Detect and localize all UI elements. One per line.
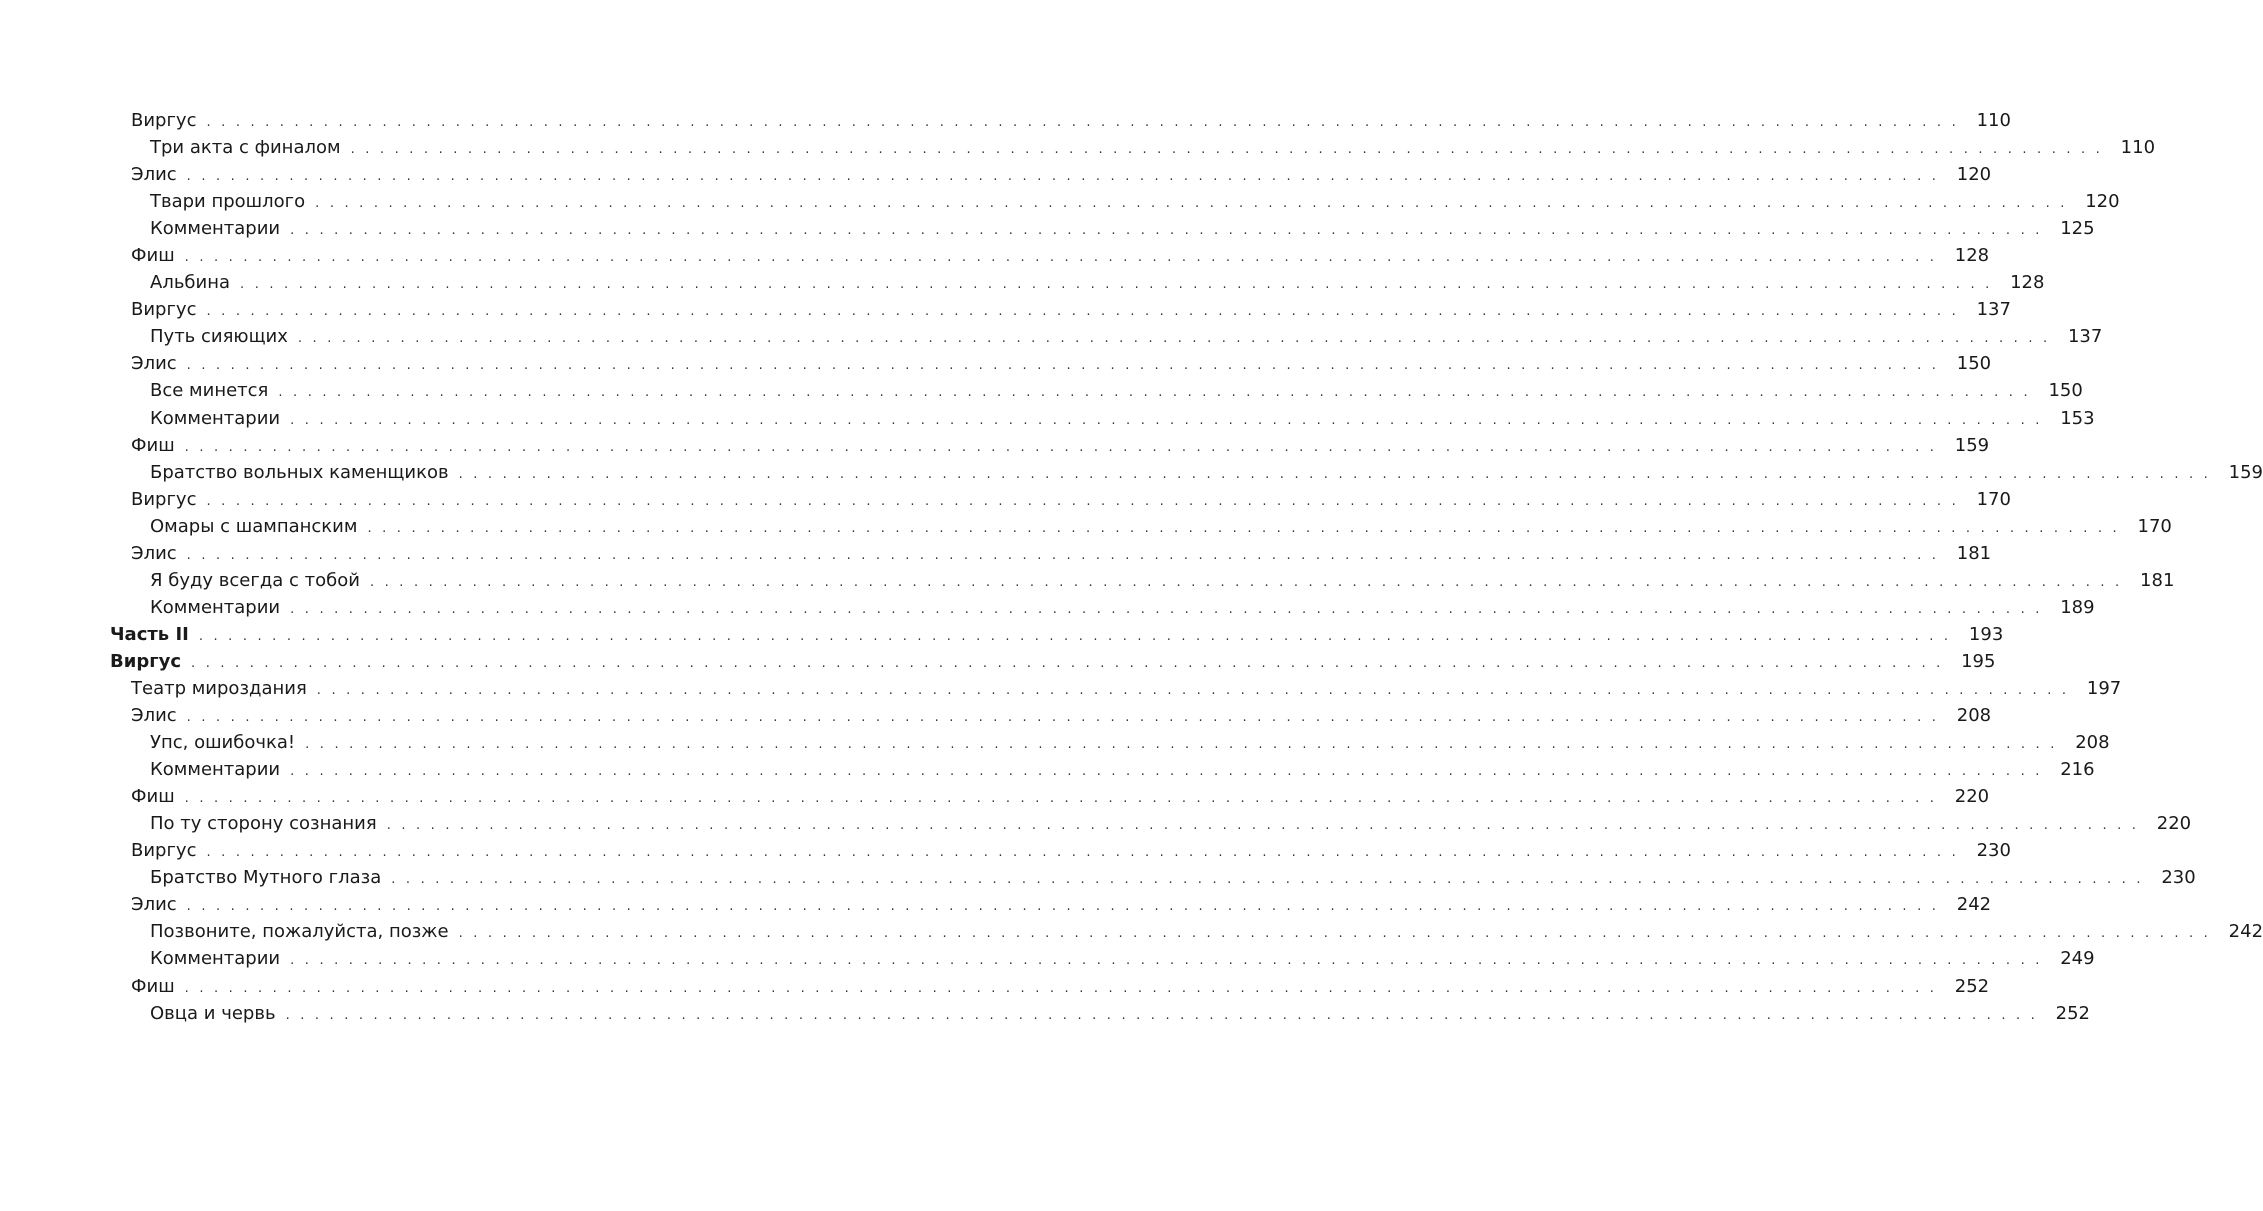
dot-leader: . . . . . . . . . . . . . . . . . . . . . . . . . . . . . . . . . . . . . . . . . . . . . . . . . . . . . . . . . . . . . . . . . . . . . . . . . . . . . . . . . . . . . . . . . . . . . . . . . . . . . . . . . . . . . . . . . . . . . . . . <box>367 520 2120 536</box>
toc-entry-title: Комментарии <box>150 218 281 240</box>
toc-entry-page: 170 <box>1976 488 2011 510</box>
dot-leader: . . . . . . . . . . . . . . . . . . . . . . . . . . . . . . . . . . . . . . . . . . . . . . . . . . . . . . . . . . . . . . . . . . . . . . . . . . . . . . . . . . . . . . . . . . . . . . . . . . . . . . . . . . . . . . . . . . . . . . . . <box>206 493 1959 509</box>
toc-entry-page: 181 <box>2140 569 2175 591</box>
dot-leader: . . . . . . . . . . . . . . . . . . . . . . . . . . . . . . . . . . . . . . . . . . . . . . . . . . . . . . . . . . . . . . . . . . . . . . . . . . . . . . . . . . . . . . . . . . . . . . . . . . . . . . . . . . . . . . . . . . . . . . . . <box>458 466 2212 482</box>
dot-leader: . . . . . . . . . . . . . . . . . . . . . . . . . . . . . . . . . . . . . . . . . . . . . . . . . . . . . . . . . . . . . . . . . . . . . . . . . . . . . . . . . . . . . . . . . . . . . . . . . . . . . . . . . . . . . . . . . . . . . . . . <box>290 223 2043 239</box>
dot-leader: . . . . . . . . . . . . . . . . . . . . . . . . . . . . . . . . . . . . . . . . . . . . . . . . . . . . . . . . . . . . . . . . . . . . . . . . . . . . . . . . . . . . . . . . . . . . . . . . . . . . . . . . . . . . . . . . . . . . . . . . <box>186 547 1940 563</box>
toc-entry <box>110 756 2095 783</box>
toc-entry <box>110 729 2110 756</box>
toc-entry <box>110 377 2083 404</box>
toc-entry <box>110 648 1996 675</box>
toc-entry-page: 181 <box>1956 542 1992 564</box>
dot-leader: . . . . . . . . . . . . . . . . . . . . . . . . . . . . . . . . . . . . . . . . . . . . . . . . . . . . . . . . . . . . . . . . . . . . . . . . . . . . . . . . . . . . . . . . . . . . . . . . . . . . . . . . . . . . . . . . . . . . . . . . <box>391 872 2144 888</box>
toc-entry-title: Твари прошлого <box>150 191 306 213</box>
toc-entry-title: Все минется <box>150 380 269 402</box>
toc-entry-title: Часть II <box>110 623 189 645</box>
toc-entry-title: Упс, ошибочка! <box>150 732 296 754</box>
toc-entry-title: Три акта с финалом <box>150 137 341 159</box>
dot-leader: . . . . . . . . . . . . . . . . . . . . . . . . . . . . . . . . . . . . . . . . . . . . . . . . . . . . . . . . . . . . . . . . . . . . . . . . . . . . . . . . . . . . . . . . . . . . . . . . . . . . . . . . . . . . . . . . . . . . . . . . <box>184 439 1938 455</box>
dot-leader: . . . . . . . . . . . . . . . . . . . . . . . . . . . . . . . . . . . . . . . . . . . . . . . . . . . . . . . . . . . . . . . . . . . . . . . . . . . . . . . . . . . . . . . . . . . . . . . . . . . . . . . . . . . . . . . . . . . . . . . . <box>198 628 1952 644</box>
toc-entry <box>110 405 2095 432</box>
toc-entry <box>110 864 2196 891</box>
toc-entry-title: Театр мироздания <box>131 677 307 699</box>
toc-entry-title: Виргус <box>131 299 197 321</box>
dot-leader: . . . . . . . . . . . . . . . . . . . . . . . . . . . . . . . . . . . . . . . . . . . . . . . . . . . . . . . . . . . . . . . . . . . . . . . . . . . . . . . . . . . . . . . . . . . . . . . . . . . . . . . . . . . . . . . . . . . . . . . . <box>297 331 2051 347</box>
dot-leader: . . . . . . . . . . . . . . . . . . . . . . . . . . . . . . . . . . . . . . . . . . . . . . . . . . . . . . . . . . . . . . . . . . . . . . . . . . . . . . . . . . . . . . . . . . . . . . . . . . . . . . . . . . . . . . . . . . . . . . . . <box>186 169 1940 185</box>
dot-leader: . . . . . . . . . . . . . . . . . . . . . . . . . . . . . . . . . . . . . . . . . . . . . . . . . . . . . . . . . . . . . . . . . . . . . . . . . . . . . . . . . . . . . . . . . . . . . . . . . . . . . . . . . . . . . . . . . . . . . . . . <box>186 899 1940 915</box>
dot-leader: . . . . . . . . . . . . . . . . . . . . . . . . . . . . . . . . . . . . . . . . . . . . . . . . . . . . . . . . . . . . . . . . . . . . . . . . . . . . . . . . . . . . . . . . . . . . . . . . . . . . . . . . . . . . . . . . . . . . . . . . <box>305 737 2058 753</box>
toc-entry-title: Виргус <box>131 488 197 510</box>
toc-entry-page: 153 <box>2060 407 2095 429</box>
toc-entry-page: 159 <box>2228 461 2263 483</box>
toc-entry-title: Комментарии <box>150 759 281 781</box>
dot-leader: . . . . . . . . . . . . . . . . . . . . . . . . . . . . . . . . . . . . . . . . . . . . . . . . . . . . . . . . . . . . . . . . . . . . . . . . . . . . . . . . . . . . . . . . . . . . . . . . . . . . . . . . . . . . . . . . . . . . . . . . <box>184 791 1938 807</box>
toc-entry-page: 208 <box>1956 705 1992 727</box>
toc-entry-page: 208 <box>2075 732 2110 754</box>
toc-entry-title: Альбина <box>150 272 231 294</box>
toc-entry <box>110 459 2263 486</box>
toc-entry-title: Путь сияющих <box>150 326 288 348</box>
dot-leader: . . . . . . . . . . . . . . . . . . . . . . . . . . . . . . . . . . . . . . . . . . . . . . . . . . . . . . . . . . . . . . . . . . . . . . . . . . . . . . . . . . . . . . . . . . . . . . . . . . . . . . . . . . . . . . . . . . . . . . . . <box>278 385 2031 401</box>
toc-entry-page: 170 <box>2137 515 2172 537</box>
toc-entry-page: 252 <box>2055 1002 2090 1024</box>
toc-entry <box>110 837 2011 864</box>
toc-entry <box>110 891 1992 918</box>
dot-leader: . . . . . . . . . . . . . . . . . . . . . . . . . . . . . . . . . . . . . . . . . . . . . . . . . . . . . . . . . . . . . . . . . . . . . . . . . . . . . . . . . . . . . . . . . . . . . . . . . . . . . . . . . . . . . . . . . . . . . . . . <box>191 655 1944 671</box>
toc-entry-title: Элис <box>131 542 177 564</box>
dot-leader: . . . . . . . . . . . . . . . . . . . . . . . . . . . . . . . . . . . . . . . . . . . . . . . . . . . . . . . . . . . . . . . . . . . . . . . . . . . . . . . . . . . . . . . . . . . . . . . . . . . . . . . . . . . . . . . . . . . . . . . . <box>206 304 1959 320</box>
toc-entry-title: Виргус <box>131 110 197 131</box>
toc-entry-page: 137 <box>1976 299 2011 321</box>
dot-leader: . . . . . . . . . . . . . . . . . . . . . . . . . . . . . . . . . . . . . . . . . . . . . . . . . . . . . . . . . . . . . . . . . . . . . . . . . . . . . . . . . . . . . . . . . . . . . . . . . . . . . . . . . . . . . . . . . . . . . . . . <box>285 1007 2038 1023</box>
toc-entry <box>110 350 1992 377</box>
toc-entry-title: Омары с шампанским <box>150 515 358 537</box>
toc-entry-page: 128 <box>2010 272 2045 294</box>
dot-leader: . . . . . . . . . . . . . . . . . . . . . . . . . . . . . . . . . . . . . . . . . . . . . . . . . . . . . . . . . . . . . . . . . . . . . . . . . . . . . . . . . . . . . . . . . . . . . . . . . . . . . . . . . . . . . . . . . . . . . . . . <box>290 764 2043 780</box>
toc-entry <box>110 918 2263 945</box>
toc-entry <box>110 810 2192 837</box>
toc-entry-title: Элис <box>131 894 177 916</box>
toc-entry-page: 128 <box>1954 245 1990 267</box>
dot-leader: . . . . . . . . . . . . . . . . . . . . . . . . . . . . . . . . . . . . . . . . . . . . . . . . . . . . . . . . . . . . . . . . . . . . . . . . . . . . . . . . . . . . . . . . . . . . . . . . . . . . . . . . . . . . . . . . . . . . . . . . <box>206 845 1959 861</box>
toc-entry-title: Фиш <box>131 434 175 456</box>
toc-entry <box>110 973 1990 1000</box>
toc-entry <box>110 107 2011 134</box>
toc-entry <box>110 1000 2090 1027</box>
toc-entry <box>110 242 1990 269</box>
toc-entry-page: 230 <box>2161 867 2196 889</box>
toc-entry-title: Элис <box>131 705 177 727</box>
toc-entry-page: 189 <box>2060 596 2095 618</box>
toc-entry-title: Овца и червь <box>150 1002 276 1024</box>
dot-leader: . . . . . . . . . . . . . . . . . . . . . . . . . . . . . . . . . . . . . . . . . . . . . . . . . . . . . . . . . . . . . . . . . . . . . . . . . . . . . . . . . . . . . . . . . . . . . . . . . . . . . . . . . . . . . . . . . . . . . . . . <box>386 818 2140 834</box>
toc-entry-title: Виргус <box>110 650 182 672</box>
dot-leader: . . . . . . . . . . . . . . . . . . . . . . . . . . . . . . . . . . . . . . . . . . . . . . . . . . . . . . . . . . . . . . . . . . . . . . . . . . . . . . . . . . . . . . . . . . . . . . . . . . . . . . . . . . . . . . . . . . . . . . . . <box>186 710 1940 726</box>
toc-entry-title: Элис <box>131 164 177 186</box>
toc-entry-page: 150 <box>1956 353 1992 375</box>
toc-entry-page: 252 <box>1954 975 1990 997</box>
dot-leader: . . . . . . . . . . . . . . . . . . . . . . . . . . . . . . . . . . . . . . . . . . . . . . . . . . . . . . . . . . . . . . . . . . . . . . . . . . . . . . . . . . . . . . . . . . . . . . . . . . . . . . . . . . . . . . . . . . . . . . . . <box>315 196 2068 212</box>
toc-entry-title: Комментарии <box>150 596 281 618</box>
toc-entry <box>110 134 2156 161</box>
dot-leader: . . . . . . . . . . . . . . . . . . . . . . . . . . . . . . . . . . . . . . . . . . . . . . . . . . . . . . . . . . . . . . . . . . . . . . . . . . . . . . . . . . . . . . . . . . . . . . . . . . . . . . . . . . . . . . . . . . . . . . . . <box>290 953 2043 969</box>
toc-entry-page: 120 <box>1956 164 1992 186</box>
toc-entry-page: 125 <box>2060 218 2095 240</box>
toc-entry-title: Комментарии <box>150 948 281 970</box>
dot-leader: . . . . . . . . . . . . . . . . . . . . . . . . . . . . . . . . . . . . . . . . . . . . . . . . . . . . . . . . . . . . . . . . . . . . . . . . . . . . . . . . . . . . . . . . . . . . . . . . . . . . . . . . . . . . . . . . . . . . . . . . <box>206 115 1959 130</box>
toc-entry <box>110 188 2120 215</box>
toc-entry-title: Братство Мутного глаза <box>150 867 382 889</box>
dot-leader: . . . . . . . . . . . . . . . . . . . . . . . . . . . . . . . . . . . . . . . . . . . . . . . . . . . . . . . . . . . . . . . . . . . . . . . . . . . . . . . . . . . . . . . . . . . . . . . . . . . . . . . . . . . . . . . . . . . . . . . . <box>458 926 2212 942</box>
toc-entry-title: Фиш <box>131 975 175 997</box>
toc-entry <box>110 594 2095 621</box>
toc-entry <box>110 323 2103 350</box>
dot-leader: . . . . . . . . . . . . . . . . . . . . . . . . . . . . . . . . . . . . . . . . . . . . . . . . . . . . . . . . . . . . . . . . . . . . . . . . . . . . . . . . . . . . . . . . . . . . . . . . . . . . . . . . . . . . . . . . . . . . . . . . <box>369 574 2123 590</box>
toc-entry-page: 193 <box>1968 623 2004 645</box>
toc-entry-page: 220 <box>1954 786 1990 808</box>
toc-entry-page: 230 <box>1976 840 2011 862</box>
toc-entry <box>110 432 1990 459</box>
toc-entry <box>110 269 2045 296</box>
toc-entry <box>110 161 1992 188</box>
toc-entry-title: Братство вольных каменщиков <box>150 461 449 483</box>
toc-entry-page: 110 <box>1976 110 2011 131</box>
toc-entry <box>110 567 2175 594</box>
toc-entry <box>110 783 1990 810</box>
dot-leader: . . . . . . . . . . . . . . . . . . . . . . . . . . . . . . . . . . . . . . . . . . . . . . . . . . . . . . . . . . . . . . . . . . . . . . . . . . . . . . . . . . . . . . . . . . . . . . . . . . . . . . . . . . . . . . . . . . . . . . . . <box>316 682 2070 698</box>
dot-leader: . . . . . . . . . . . . . . . . . . . . . . . . . . . . . . . . . . . . . . . . . . . . . . . . . . . . . . . . . . . . . . . . . . . . . . . . . . . . . . . . . . . . . . . . . . . . . . . . . . . . . . . . . . . . . . . . . . . . . . . . <box>240 277 1993 293</box>
toc-entry <box>110 675 2122 702</box>
dot-leader: . . . . . . . . . . . . . . . . . . . . . . . . . . . . . . . . . . . . . . . . . . . . . . . . . . . . . . . . . . . . . . . . . . . . . . . . . . . . . . . . . . . . . . . . . . . . . . . . . . . . . . . . . . . . . . . . . . . . . . . . <box>350 142 2104 158</box>
toc-entry-page: 242 <box>1956 894 1992 916</box>
dot-leader: . . . . . . . . . . . . . . . . . . . . . . . . . . . . . . . . . . . . . . . . . . . . . . . . . . . . . . . . . . . . . . . . . . . . . . . . . . . . . . . . . . . . . . . . . . . . . . . . . . . . . . . . . . . . . . . . . . . . . . . . <box>184 980 1938 996</box>
dot-leader: . . . . . . . . . . . . . . . . . . . . . . . . . . . . . . . . . . . . . . . . . . . . . . . . . . . . . . . . . . . . . . . . . . . . . . . . . . . . . . . . . . . . . . . . . . . . . . . . . . . . . . . . . . . . . . . . . . . . . . . . <box>184 250 1938 266</box>
toc-entry-page: 159 <box>1954 434 1990 456</box>
toc-entry <box>110 702 1992 729</box>
toc-entry-page: 242 <box>2228 921 2263 943</box>
toc-entry <box>110 621 2004 648</box>
toc-entry-page: 220 <box>2156 813 2192 835</box>
toc-entry-page: 195 <box>1961 650 1996 672</box>
toc-entry <box>110 540 1992 567</box>
dot-leader: . . . . . . . . . . . . . . . . . . . . . . . . . . . . . . . . . . . . . . . . . . . . . . . . . . . . . . . . . . . . . . . . . . . . . . . . . . . . . . . . . . . . . . . . . . . . . . . . . . . . . . . . . . . . . . . . . . . . . . . . <box>290 412 2043 428</box>
toc-entry-title: Я буду всегда с тобой <box>150 569 360 591</box>
toc-entry-title: Комментарии <box>150 407 281 429</box>
toc-entry-page: 120 <box>2085 191 2120 213</box>
toc-entry-title: Фиш <box>131 245 175 267</box>
toc-entry-page: 137 <box>2067 326 2103 348</box>
toc-entry-page: 197 <box>2086 677 2122 699</box>
dot-leader: . . . . . . . . . . . . . . . . . . . . . . . . . . . . . . . . . . . . . . . . . . . . . . . . . . . . . . . . . . . . . . . . . . . . . . . . . . . . . . . . . . . . . . . . . . . . . . . . . . . . . . . . . . . . . . . . . . . . . . . . <box>290 601 2043 617</box>
table-of-contents <box>110 107 2263 1027</box>
toc-entry-title: Элис <box>131 353 177 375</box>
toc-entry <box>110 513 2172 540</box>
toc-entry-page: 150 <box>2048 380 2083 402</box>
toc-entry-title: По ту сторону сознания <box>150 813 377 835</box>
toc-entry-title: Позвоните, пожалуйста, позже <box>150 921 449 943</box>
toc-entry-title: Фиш <box>131 786 175 808</box>
toc-entry-page: 249 <box>2060 948 2095 970</box>
toc-entry-title: Виргус <box>131 840 197 862</box>
toc-entry <box>110 296 2011 323</box>
toc-entry <box>110 486 2011 513</box>
toc-entry-page: 110 <box>2120 137 2156 159</box>
toc-entry <box>110 945 2095 972</box>
toc-entry-page: 216 <box>2060 759 2095 781</box>
toc-entry <box>110 215 2095 242</box>
dot-leader: . . . . . . . . . . . . . . . . . . . . . . . . . . . . . . . . . . . . . . . . . . . . . . . . . . . . . . . . . . . . . . . . . . . . . . . . . . . . . . . . . . . . . . . . . . . . . . . . . . . . . . . . . . . . . . . . . . . . . . . . <box>186 358 1940 374</box>
